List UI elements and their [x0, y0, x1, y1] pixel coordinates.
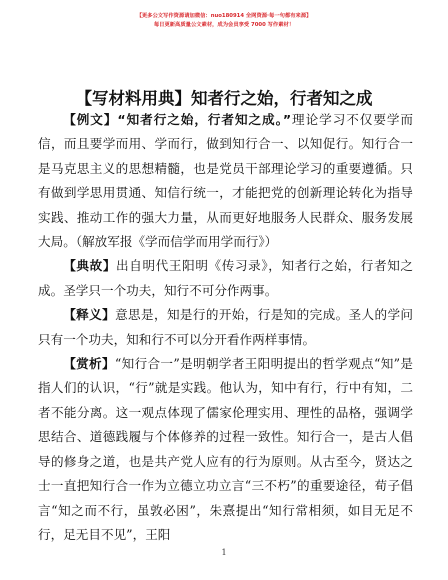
paragraph-example: [38, 108, 413, 254]
paragraph-meaning: [38, 303, 413, 352]
quoted-lead: “知者行之始，行者知之成。”: [117, 112, 292, 127]
section-tag-example: 【例文】: [63, 112, 118, 127]
promo-banner: [95, 12, 353, 40]
page-title: 【写材料用典】知者行之始，行者知之成: [75, 89, 373, 108]
paragraph-text: “知行合一”是明朝学者王阳明提出的哲学观点“知”是指人们的认识，“行”就是实践。他认为，知中有行，行中有知，二者不能分离。这一观点体现了儒家伦理实用、理性的品格，强调学思结合、道德践履与个体修养的过程一致性。知行合一，是古人倡导的修身之道，也是共产党人应有的行为原则。从古至今，贤达之士一直把知行合一作为立德立功立言“三不朽”的重要途径，荀子倡言“知之而不行，虽敦必困”，朱熹提出“知行常相须，如目无足不行，足无目不见”，王阳: [38, 356, 414, 542]
page-number: 1: [221, 548, 227, 557]
paragraph-text: 意思是，知是行的开始，行是知的完成。圣人的学问只有一个功夫，知和行不可以分开看作两样事情。: [38, 307, 414, 347]
paragraph-text: 理论学习不仅要学而信，而且要学而用、学而行，做到知行合一、以知促行。知行合一是马克思主义的思想精髓，也是党员干部理论学习的重要遵循。只有做到学思用贯通、知信行统一，才能把党的创新理论转化为指导实践、推动工作的强大力量，从而更好地服务人民群众、服务发展大局。（解放军报《学而信学而用学而行》）: [38, 112, 414, 250]
section-tag-appreciation: 【赏析】: [63, 356, 115, 372]
paragraph-text: 出自明代王阳明《传习录》，知者行之始，行者知之成。圣学只一个功夫，知行不可分作两事。: [38, 258, 414, 298]
promo-banner-line-1: 【更多公文写作资源请加微信：nuo180914 全网资源·每一句都有来源】: [136, 13, 312, 19]
paragraph-allusion: [38, 254, 413, 303]
section-tag-allusion: 【典故】: [63, 258, 117, 274]
promo-banner-line-2: 每日更新高质量公文素材，成为会员享受 7000 写作素材！: [153, 22, 295, 28]
article-body: [38, 108, 413, 547]
paragraph-appreciation: [38, 352, 413, 547]
section-tag-meaning: 【释义】: [63, 307, 116, 323]
